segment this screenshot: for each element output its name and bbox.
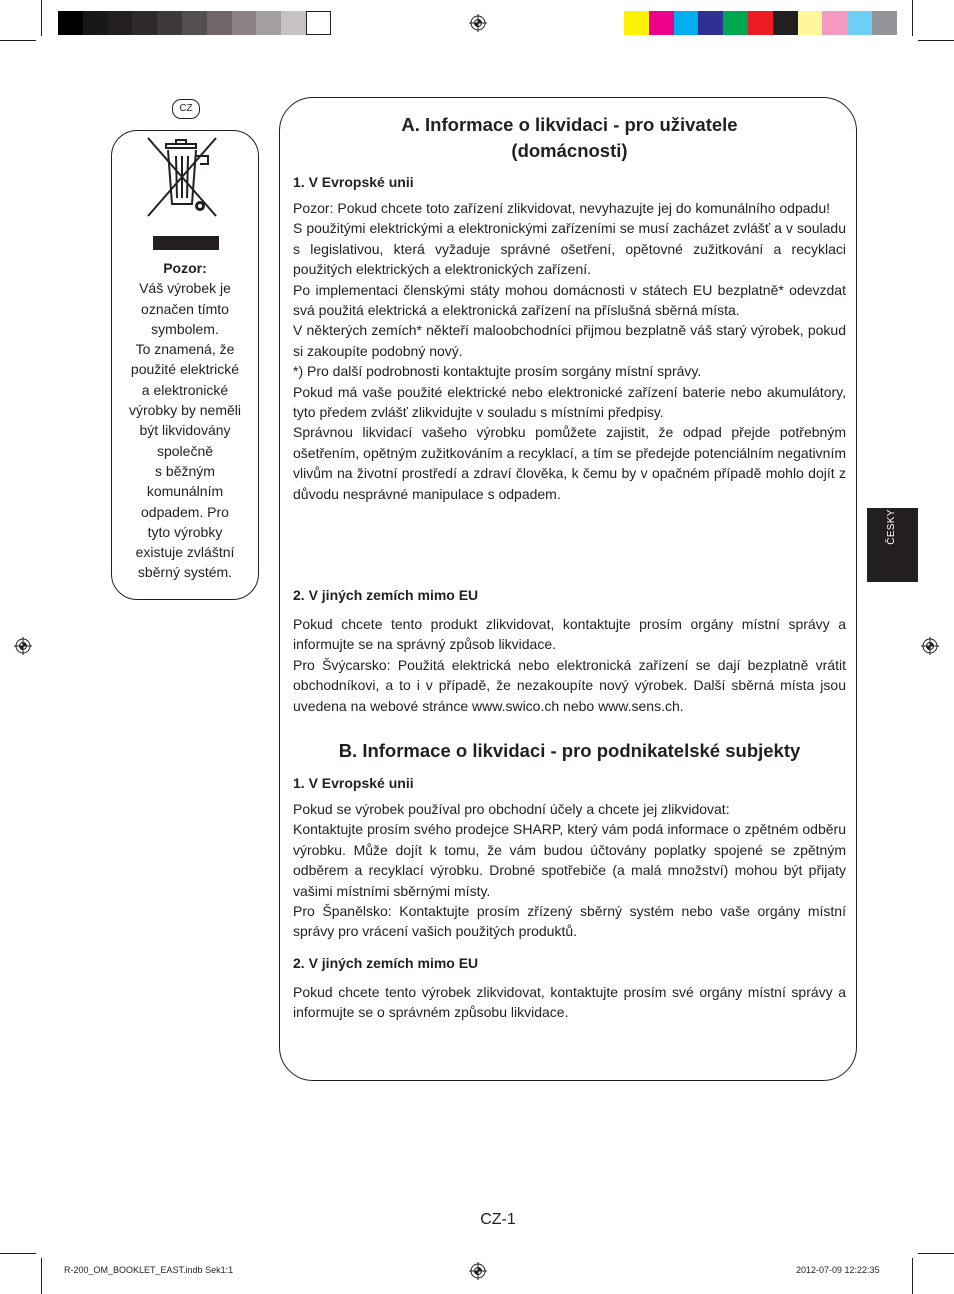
color-swatch xyxy=(748,11,773,35)
color-swatch xyxy=(773,11,798,35)
weee-warning-text xyxy=(113,258,257,583)
registration-target-icon xyxy=(469,14,487,32)
section-a-sub2-body xyxy=(293,614,846,716)
crop-mark xyxy=(912,0,913,36)
crop-mark xyxy=(918,40,954,41)
section-a-heading-line2: (domácnosti) xyxy=(511,140,628,161)
color-swatch xyxy=(157,11,182,35)
section-a-heading xyxy=(293,112,846,164)
color-swatch xyxy=(207,11,232,35)
color-swatch xyxy=(232,11,257,35)
paragraph: Pokud chcete tento produkt zlikvidovat, kontaktujte prosím orgány místní správy a informujte se na správný způsob likvidace. xyxy=(293,616,846,653)
color-swatch xyxy=(624,11,649,35)
warning-line: komunálním xyxy=(146,483,224,500)
paragraph: Správnou likvidací vašeho výrobku pomůžete zajistit, že odpad přejde potřebným ošetřením, opětným zužitkováním a recyklací, a tím se předejde potenciálním negativním vlivům na životní prostředí a zdraví člověka, k čemu by v opačném případě mohlo dojít z důvodu nesprávné manipulace s odpadem. xyxy=(293,424,846,502)
warning-line: použité elektrické xyxy=(130,361,240,378)
section-b-sub1-body xyxy=(293,799,846,942)
crop-mark xyxy=(912,1258,913,1294)
color-swatch xyxy=(698,11,723,35)
footer-filename: R-200_OM_BOOKLET_EAST.indb Sek1:1 xyxy=(64,1265,234,1275)
warning-line: tyto výrobky xyxy=(147,523,223,540)
section-b-sub1: 1. V Evropské unii xyxy=(293,775,414,791)
language-badge: CZ xyxy=(172,99,200,119)
registration-target-icon xyxy=(14,637,32,655)
warning-line: sběrný systém. xyxy=(137,564,233,581)
color-swatch xyxy=(872,11,897,35)
footer-timestamp: 2012-07-09 12:22:35 xyxy=(796,1265,880,1275)
color-swatch xyxy=(649,11,674,35)
weee-black-bar xyxy=(153,236,219,250)
color-swatch xyxy=(281,11,306,35)
paragraph: Pokud se výrobek používal pro obchodní účely a chcete jej zlikvidovat: xyxy=(293,801,730,817)
warning-line: Váš výrobek je xyxy=(139,280,231,297)
paragraph: Pokud chcete tento výrobek zlikvidovat, kontaktujte prosím své orgány místní správy a informujte se o správném způsobu likvidace. xyxy=(293,984,846,1021)
paragraph: Pro Švýcarsko: Použitá elektrická nebo elektronická zařízení se dají bezplatně vrátit obchodníkovi, a to i v případě, že nezakoupíte nový výrobek. Další sběrná místa jsou uvedena na webové stránce www.swico.ch nebo www.sens.ch. xyxy=(293,656,846,714)
paragraph: Kontaktujte prosím svého prodejce SHARP, který vám podá informace o zpětném odběru výrobku. Může dojít k tomu, že vám budou účtovány poplatky spojené se zpětným odběrem a recyklací výrobku. Drobné spotřebiče (a malá množství) mohou být přijaty vašimi místními sběrnými místy. xyxy=(293,821,846,899)
warning-title: Pozor: xyxy=(163,260,207,276)
warning-line: být likvidovány xyxy=(139,422,231,439)
color-swatch xyxy=(256,11,281,35)
section-a-sub2: 2. V jiných zemích mimo EU xyxy=(293,587,479,603)
section-b-sub2-body xyxy=(293,982,846,1023)
language-side-tab xyxy=(867,508,918,582)
language-side-tab-label: ČESKY xyxy=(886,509,897,545)
color-swatch xyxy=(798,11,823,35)
warning-line: To znamená, že xyxy=(135,341,235,358)
section-b-heading: B. Informace o likvidaci - pro podnikatelské subjekty xyxy=(338,740,801,761)
paragraph: Pokud má vaše použité elektrické nebo elektronické zařízení baterie nebo akumulátory, tyto předem zvlášť zlikvidujte v souladu s místními předpisy. xyxy=(293,383,846,421)
warning-line: existuje zvláštní xyxy=(135,544,235,561)
color-swatch xyxy=(306,11,331,35)
crop-mark xyxy=(0,40,36,41)
color-swatch xyxy=(674,11,699,35)
crop-mark xyxy=(41,1258,42,1294)
paragraph: S použitými elektrickými a elektronickými zařízeními se musí zacházet zvlášť a v souladu s legislativou, která vyžaduje správné ošetření, opětovné zužitkování a recyklaci použitých elektrických a elektronických zařízení. xyxy=(293,220,846,278)
section-b-sub2: 2. V jiných zemích mimo EU xyxy=(293,955,479,971)
warning-line: s běžným xyxy=(155,462,215,479)
crop-mark xyxy=(918,1253,954,1254)
section-a-sub1-body xyxy=(293,198,846,504)
warning-line: označen tímto xyxy=(141,300,229,317)
color-swatch xyxy=(58,11,83,35)
registration-target-icon xyxy=(469,1262,487,1280)
paragraph: Pozor: Pokud chcete toto zařízení zlikvidovat, nevyhazujte jej do komunálního odpadu! xyxy=(293,200,830,216)
warning-lines xyxy=(113,278,257,582)
warning-line: a elektronické xyxy=(141,381,229,398)
registration-target-icon xyxy=(921,637,939,655)
color-swatch xyxy=(83,11,108,35)
section-a-heading-line1: A. Informace o likvidaci - pro uživatele xyxy=(401,114,738,135)
color-swatch xyxy=(108,11,133,35)
warning-line: odpadem. Pro xyxy=(141,503,229,520)
crop-mark xyxy=(0,1253,36,1254)
warning-line: symbolem. xyxy=(151,320,219,337)
section-a-sub1: 1. V Evropské unii xyxy=(293,174,414,190)
warning-line: výrobky by neměli xyxy=(128,402,242,419)
color-swatch xyxy=(822,11,847,35)
color-swatch xyxy=(182,11,207,35)
crop-mark xyxy=(41,0,42,36)
paragraph: Po implementaci členskými státy mohou domácnosti v státech EU bezplatně* odevzdat svá použitá elektrická a elektronická zařízení na příslušná sběrná místa. xyxy=(293,281,846,319)
paragraph: *) Pro další podrobnosti kontaktujte prosím sorgány místní správy. xyxy=(293,363,702,380)
warning-line: společně xyxy=(156,442,214,459)
color-swatch xyxy=(723,11,748,35)
crossed-out-wheelie-bin-icon xyxy=(142,134,222,220)
page-number: CZ-1 xyxy=(480,1211,516,1228)
paragraph: Pro Španělsko: Kontaktujte prosím zřízený sběrný systém nebo vaše orgány místní správy pro vrácení vašich použitých produktů. xyxy=(293,903,846,940)
color-swatch xyxy=(847,11,872,35)
paragraph: V některých zemích* někteří maloobchodníci přijmou bezplatně váš starý výrobek, pokud si zakoupíte podobný nový. xyxy=(293,322,846,359)
color-swatch xyxy=(132,11,157,35)
